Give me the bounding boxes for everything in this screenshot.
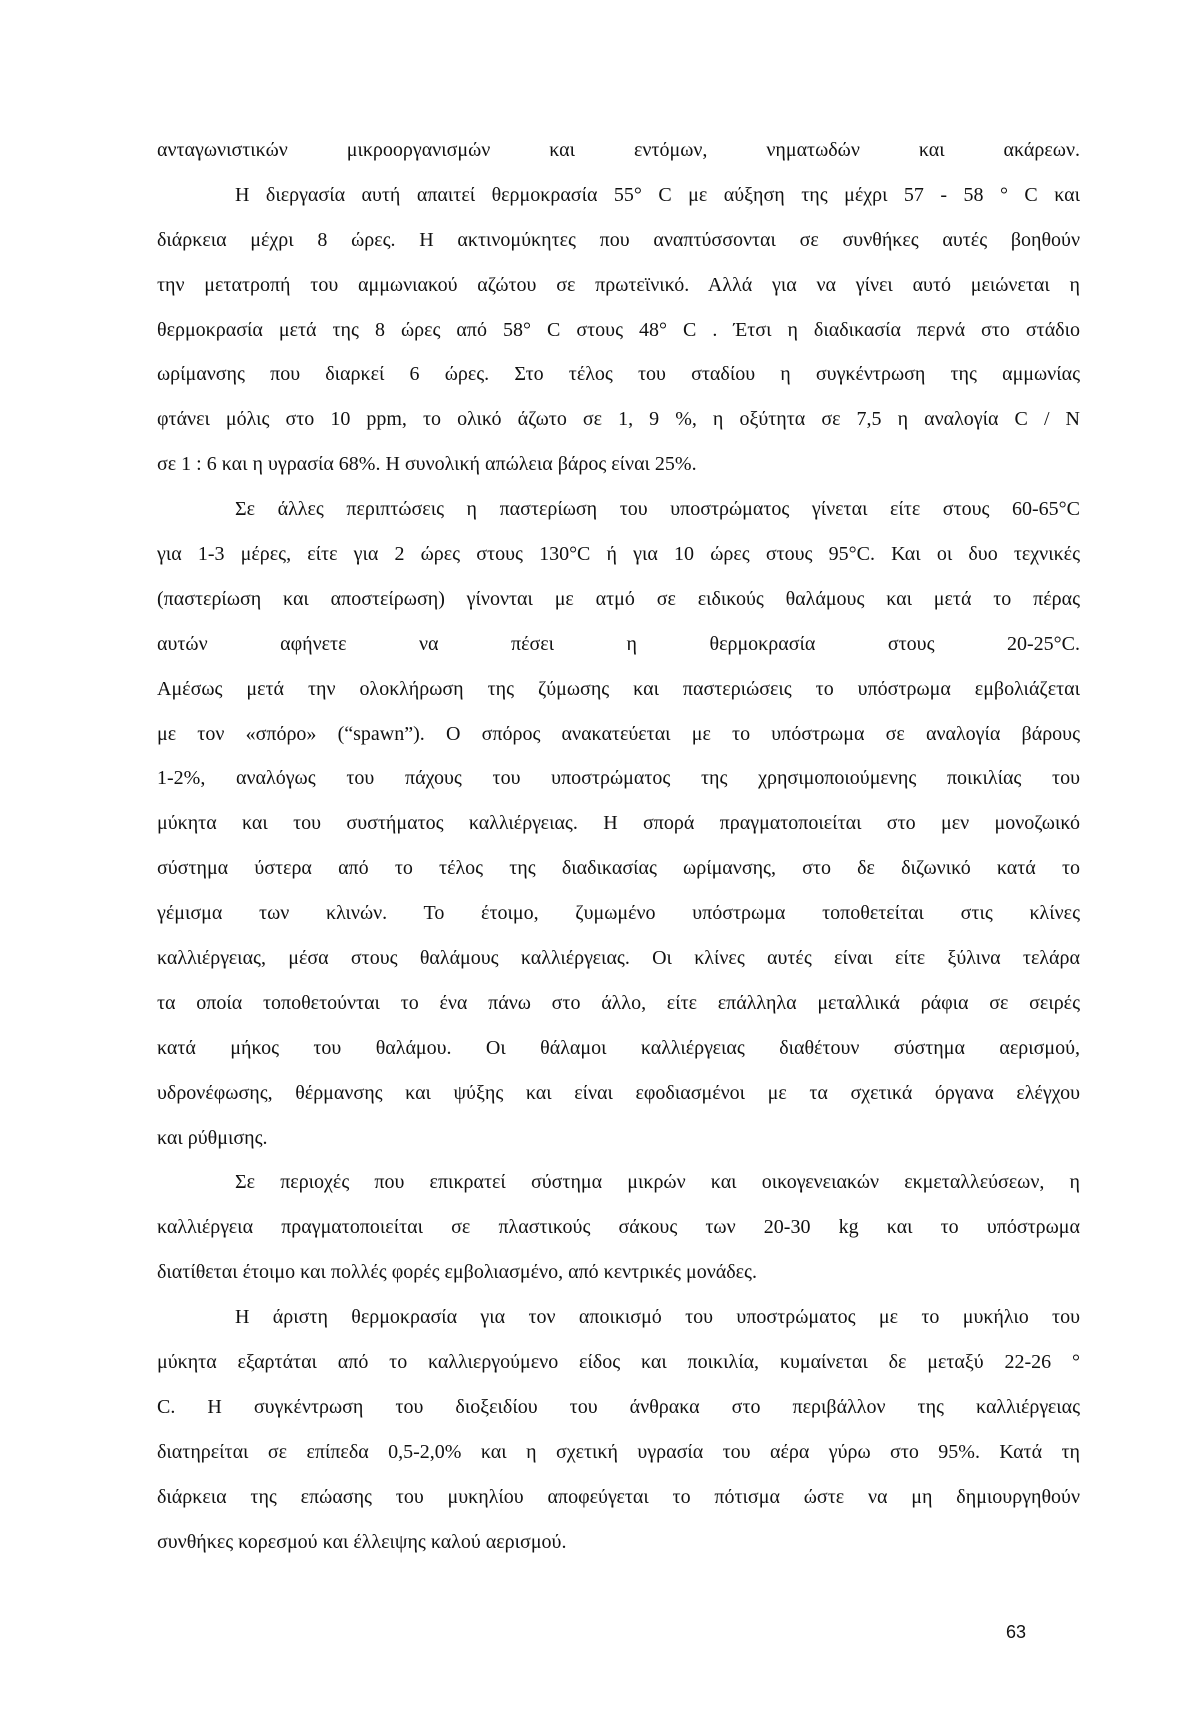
text-line: C. Η συγκέντρωση του διοξειδίου του άνθρακα στο περιβάλλον της καλλιέργειας [157,1395,1080,1418]
body-text [157,128,1080,1565]
text-line: καλλιέργεια πραγματοποιείται σε πλαστικούς σάκους των 20-30 kg και το υπόστρωμα [157,1216,1080,1239]
text-line: ωρίμανσης που διαρκεί 6 ώρες. Στο τέλος του σταδίου η συγκέντρωση της αμμωνίας [157,363,1080,386]
text-line: σε 1 : 6 και η υγρασία 68%. Η συνολική απώλεια βάρος είναι 25%. [157,453,697,476]
text-line: 1-2%, αναλόγως του πάχους του υποστρώματος της χρησιμοποιούμενης ποικιλίας του [157,767,1080,790]
text-line: διάρκεια μέχρι 8 ώρες. Η ακτινομύκητες που αναπτύσσονται σε συνθήκες αυτές βοηθούν [157,228,1080,251]
text-line: Αμέσως μετά την ολοκλήρωση της ζύμωσης και παστεριώσεις το υπόστρωμα εμβολιάζεται [157,677,1080,700]
text-line: υδρονέφωσης, θέρμανσης και ψύξης και είναι εφοδιασμένοι με τα σχετικά όργανα ελέγχου [157,1081,1080,1104]
text-line: αυτών αφήνετε να πέσει η θερμοκρασία στους 20-25°C. [157,632,1080,655]
text-line: καλλιέργειας, μέσα στους θαλάμους καλλιέργειας. Οι κλίνες αυτές είναι είτε ξύλινα τελάρα [157,947,1080,970]
text-line: Σε περιοχές που επικρατεί σύστημα μικρών και οικογενειακών εκμεταλλεύσεων, η [235,1171,1080,1194]
text-line: διατηρείται σε επίπεδα 0,5-2,0% και η σχετική υγρασία του αέρα γύρω στο 95%. Κατά τη [157,1440,1080,1463]
text-line: γέμισμα των κλινών. Το έτοιμο, ζυμωμένο υπόστρωμα τοποθετείται στις κλίνες [157,902,1080,925]
text-line: την μετατροπή του αμμωνιακού αζώτου σε πρωτεϊνικό. Αλλά για να γίνει αυτό μειώνεται η [157,273,1080,296]
text-line: και ρύθμισης. [157,1126,268,1149]
text-line: Η άριστη θερμοκρασία για τον αποικισμό του υποστρώματος με το μυκήλιο του [235,1306,1080,1329]
text-line: φτάνει μόλις στο 10 ppm, το ολικό άζωτο σε 1, 9 %, η οξύτητα σε 7,5 η αναλογία C / N [157,408,1080,431]
text-line: ανταγωνιστικών μικροοργανισμών και εντόμων, νηματωδών και ακάρεων. [157,139,1080,161]
text-line: τα οποία τοποθετούνται το ένα πάνω στο άλλο, είτε επάλληλα μεταλλικά ράφια σε σειρές [157,991,1080,1014]
text-line: συνθήκες κορεσμού και έλλειψης καλού αερισμού. [157,1530,567,1553]
text-line: διάρκεια της επώασης του μυκηλίου αποφεύγεται το πότισμα ώστε να μη δημιουργηθούν [157,1485,1080,1508]
text-line: σύστημα ύστερα από το τέλος της διαδικασίας ωρίμανσης, στο δε διζωνικό κατά το [157,857,1080,880]
page-number: 63 [1006,1622,1027,1642]
text-line: μύκητα εξαρτάται από το καλλιεργούμενο είδος και ποικιλία, κυμαίνεται δε μεταξύ 22-26 ° [157,1351,1080,1374]
text-line: (παστερίωση και αποστείρωση) γίνονται με ατμό σε ειδικούς θαλάμους και μετά το πέρας [157,587,1080,610]
text-line: μύκητα και του συστήματος καλλιέργειας. Η σπορά πραγματοποιείται στο μεν μονοζωικό [157,812,1080,835]
text-line: διατίθεται έτοιμο και πολλές φορές εμβολιασμένο, από κεντρικές μονάδες. [157,1261,757,1284]
text-line: για 1-3 μέρες, είτε για 2 ώρες στους 130°C ή για 10 ώρες στους 95°C. Και οι δυο τεχνικές [157,543,1080,566]
text-line: κατά μήκος του θαλάμου. Οι θάλαμοι καλλιέργειας διαθέτουν σύστημα αερισμού, [157,1036,1080,1059]
text-line: Σε άλλες περιπτώσεις η παστερίωση του υποστρώματος γίνεται είτε στους 60-65°C [235,498,1080,521]
text-line: Η διεργασία αυτή απαιτεί θερμοκρασία 55° C με αύξηση της μέχρι 57 - 58 ° C και [235,183,1080,206]
text-line: θερμοκρασία μετά της 8 ώρες από 58° C στους 48° C . Έτσι η διαδικασία περνά στο στάδιο [157,318,1080,341]
text-line: με τον «σπόρο» (“spawn”). Ο σπόρος ανακατεύεται με το υπόστρωμα σε αναλογία βάρους [157,722,1080,745]
